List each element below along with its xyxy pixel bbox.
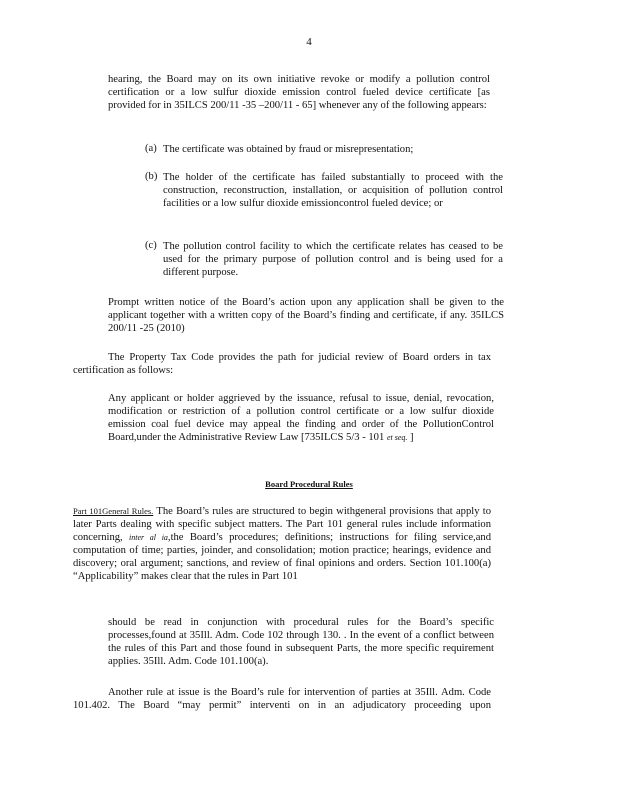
part-101-text-a: The Board’s rules are structured to begin withgeneral provisions that apply to later Parts dealing with specific subject matters. The Part 101 general rules include information concerning,	[73, 506, 491, 543]
section-heading: Board Procedural Rules	[265, 479, 353, 489]
list-item-label: (b)	[145, 171, 158, 182]
appeal-quote-text: Any applicant or holder aggrieved by the issuance, refusal to issue, denial, revocation, modification or restriction of a pollution control certificate or a low sulfur dioxide emission coal fuel device may appeal the finding and order of the PollutionControl Board,under the Administrative Review Law [735ILCS 5/3 - 101	[108, 393, 494, 443]
paragraph-intervention: Another rule at issue is the Board’s rule for intervention of parties at 35Ill. Adm. Code 101.402. The Board “may permit” interventi on in an adjudicatory proceeding upon	[73, 687, 491, 711]
inter-alia-text: inter al ia	[129, 533, 168, 542]
paragraph-procedural-rules: should be read in conjunction with procedural rules for the Board’s specific processes,found at 35Ill. Adm. Code 102 through 130. . In the event of a conflict between the rules of this Part and those found in subsequent Parts, the more specific requirement applies. 35Ill. Adm. Code 101.100(a).	[108, 617, 494, 667]
paragraph-property-tax-code: The Property Tax Code provides the path for judicial review of Board orders in tax certification as follows:	[73, 352, 491, 376]
list-item-label: (a)	[145, 143, 157, 154]
paragraph-notice: Prompt written notice of the Board’s action upon any application shall be given to the applicant together with a written copy of the Board’s finding and certificate, if any. 35ILCS 200/11 -25 (2010)	[108, 297, 504, 334]
list-item-text: The certificate was obtained by fraud or misrepresentation;	[163, 144, 414, 155]
appeal-quote-end: ]	[410, 432, 414, 443]
part-101-text-b: ,the Board’s procedures; definitions; instructions for filing service,and computation of time; parties, joinder, and consolidation; motion practice; hearings, evidence and discovery; oral argument; sanctions, and review of final opinions and orders. Section 101.100(a) “Applicability” makes clear that the rules in Part 101	[73, 532, 491, 582]
paragraph-part-101	[73, 505, 491, 583]
et-seq-text: et seq.	[386, 433, 408, 442]
paragraph-appeal-quote	[108, 392, 494, 444]
list-item-label: (c)	[145, 240, 157, 251]
list-item-text: The pollution control facility to which the certificate relates has ceased to be used for the primary purpose of pollution control and is being used for a different purpose.	[163, 241, 503, 278]
page-number: 4	[306, 36, 312, 48]
paragraph-revocation-intro: hearing, the Board may on its own initiative revoke or modify a pollution control certification or a low sulfur dioxide emission control fueled device certificate [as provided for in 35ILCS 200/11 -35 –200/11 - 65] whenever any of the following appears:	[108, 74, 490, 111]
part-101-heading: Part 101General Rules.	[73, 506, 154, 516]
list-item-text: The holder of the certificate has failed substantially to proceed with the construction, reconstruction, installation, or acquisition of pollution control facilities or a low sulfur dioxide emissioncontrol fueled device; or	[163, 172, 503, 209]
